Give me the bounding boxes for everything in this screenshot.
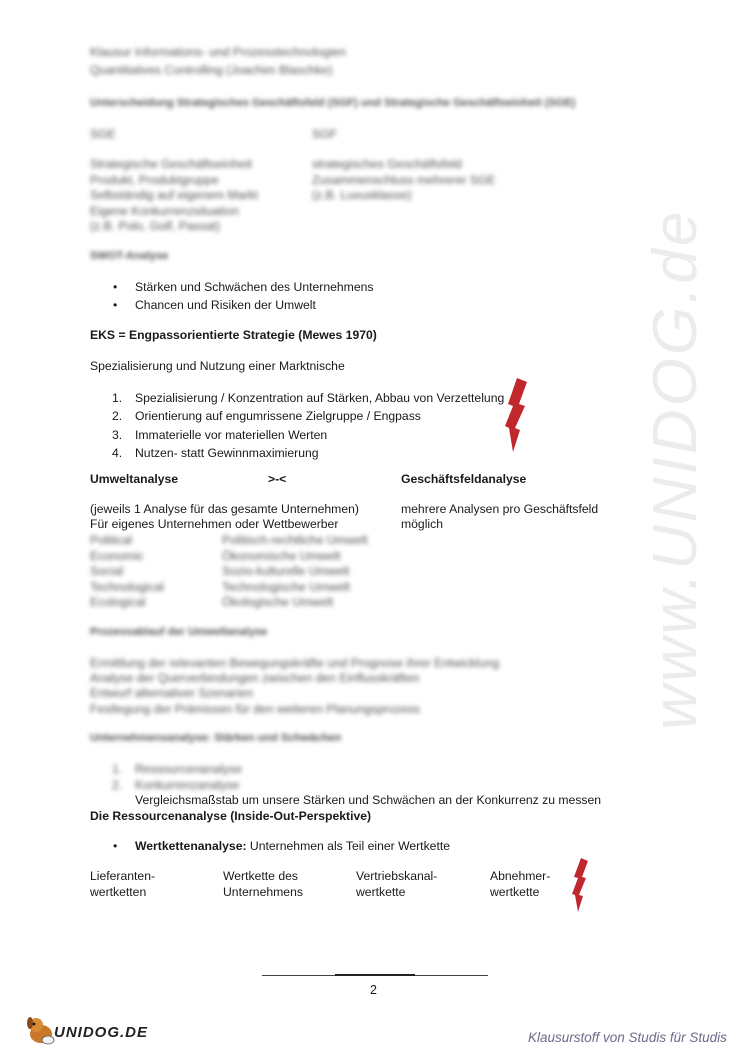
- pest-item: Technological: [90, 579, 164, 594]
- sgf-line: Zusammenschluss mehrerer SGE: [312, 172, 496, 187]
- lightning-icon: [505, 378, 527, 452]
- eks-item: 2. Orientierung auf engumrissene Zielgruppe / Engpass: [112, 409, 421, 424]
- prozess-line: Analyse der Querverbindungen zwischen den Einflusskräften: [90, 671, 420, 686]
- sgf-line: strategisches Geschäftsfeld: [312, 157, 462, 171]
- sge-line: (z.B. Polo, Golf, Passat): [90, 219, 221, 233]
- eks-item: 1. Spezialisierung / Konzentration auf Stärken, Abbau von Verzettelung: [112, 391, 505, 405]
- eks-item: 4. Nutzen- statt Gewinnmaximierung: [112, 445, 319, 460]
- unternehmen-list: [112, 762, 242, 793]
- geschaeftsfeld-heading: Geschäftsfeldanalyse: [401, 472, 527, 486]
- unternehmen-heading: Unternehmensanalyse: Stärken und Schwächen: [90, 732, 342, 744]
- ressource-heading: Die Ressourcenanalyse (Inside-Out-Perspektive): [90, 809, 372, 823]
- unternehmen-item: 1. Ressourcenanalyse: [112, 762, 243, 776]
- wertkette-bullet: [135, 839, 450, 853]
- unternehmen-item: 2. Konkurrenzanalyse: [112, 777, 240, 792]
- eks-list: [112, 389, 504, 462]
- pest-item: Ökologische Umwelt: [222, 595, 334, 609]
- tagline: Klausurstoff von Studis für Studis: [528, 1030, 727, 1045]
- umwelt-line-1: (jeweils 1 Analyse für das gesamte Unternehmen): [90, 502, 359, 516]
- wertkette-text: Unternehmen als Teil einer Wertkette: [246, 839, 450, 853]
- swot-item: • Stärken und Schwächen des Unternehmens: [135, 280, 373, 294]
- eks-item: 3. Immaterielle vor materiellen Werten: [112, 427, 328, 442]
- sge-line: Selbständig auf eigenem Markt: [90, 188, 259, 202]
- logo-text: UNIDOG.DE: [54, 1024, 149, 1041]
- pest-item: Political: [90, 533, 132, 547]
- pest-item: Ökonomische Umwelt: [222, 548, 341, 563]
- pest-item: Economic: [90, 548, 144, 563]
- sge-head: SGE: [90, 127, 116, 141]
- versus-sign: >-<: [268, 472, 287, 486]
- geschaeftsfeld-line-1: mehrere Analysen pro Geschäftsfeld: [401, 502, 599, 516]
- eks-intro: Spezialisierung und Nutzung einer Marktnische: [90, 359, 345, 373]
- prozess-heading: Prozessablauf der Umweltanalyse: [90, 626, 268, 638]
- sge-line: Eigene Konkurrenzsituation: [90, 203, 240, 218]
- sgf-heading: Unterscheidung Strategisches Geschäftsfeld (SGF) und Strategische Geschäftseinheit (SGE): [90, 97, 576, 109]
- sge-list: [90, 157, 258, 235]
- dog-logo-icon: [24, 1014, 58, 1046]
- pest-left: [90, 533, 164, 611]
- umwelt-line-2: Für eigenes Unternehmen oder Wettbewerber: [90, 517, 339, 531]
- unternehmen-note: Vergleichsmaßstab um unsere Stärken und Schwächen an der Konkurrenz zu messen: [135, 793, 602, 807]
- pest-item: Social: [90, 564, 124, 578]
- watermark: www.UNIDOG.de: [641, 208, 710, 730]
- sge-line: Strategische Geschäftseinheit: [90, 157, 252, 171]
- prozess-list: [90, 656, 499, 717]
- pest-item: Politisch-rechtliche Umwelt: [222, 533, 368, 547]
- prozess-line: Festlegung der Prämissen für den weiteren Planungsprozess: [90, 701, 420, 716]
- footer-divider-accent: [335, 974, 415, 976]
- swot-item: • Chancen und Risiken der Umwelt: [135, 298, 316, 312]
- chain-item: Lieferanten- wertketten: [90, 869, 156, 899]
- pest-item: Sozio-kulturelle Umwelt: [222, 564, 350, 578]
- chain-item: Vertriebskanal- wertkette: [356, 869, 438, 899]
- header-line-2: Quantitatives Controlling (Joachim Blaschke): [90, 63, 333, 77]
- chain-item: Abnehmer- wertkette: [490, 869, 551, 899]
- prozess-line: Ermittlung der relevanten Bewegungskräfte und Prognose ihrer Entwicklung: [90, 656, 500, 670]
- sgf-line: (z.B. Luxusklasse): [312, 188, 412, 202]
- sgf-list: [312, 157, 496, 204]
- umwelt-heading: Umweltanalyse: [90, 472, 179, 486]
- geschaeftsfeld-line-2: möglich: [401, 517, 443, 531]
- pest-item: Ecological: [90, 595, 146, 609]
- sgf-head: SGF: [312, 127, 338, 141]
- sge-line: Produkt, Produktgruppe: [90, 172, 219, 187]
- wertkette-label: Wertkettenanalyse:: [135, 839, 247, 853]
- header-line-1: Klausur Informations- und Prozesstechnologien: [90, 45, 347, 59]
- pest-right: [222, 533, 368, 611]
- swot-heading: SWOT-Analyse: [90, 250, 169, 262]
- eks-heading: EKS = Engpassorientierte Strategie (Mewes 1970): [90, 328, 377, 342]
- page-number: 2: [370, 983, 377, 997]
- lightning-icon: [572, 858, 588, 912]
- pest-item: Technologische Umwelt: [222, 579, 351, 594]
- chain-item: Wertkette des Unternehmens: [223, 869, 303, 899]
- prozess-line: Entwurf alternativer Szenarien: [90, 686, 254, 701]
